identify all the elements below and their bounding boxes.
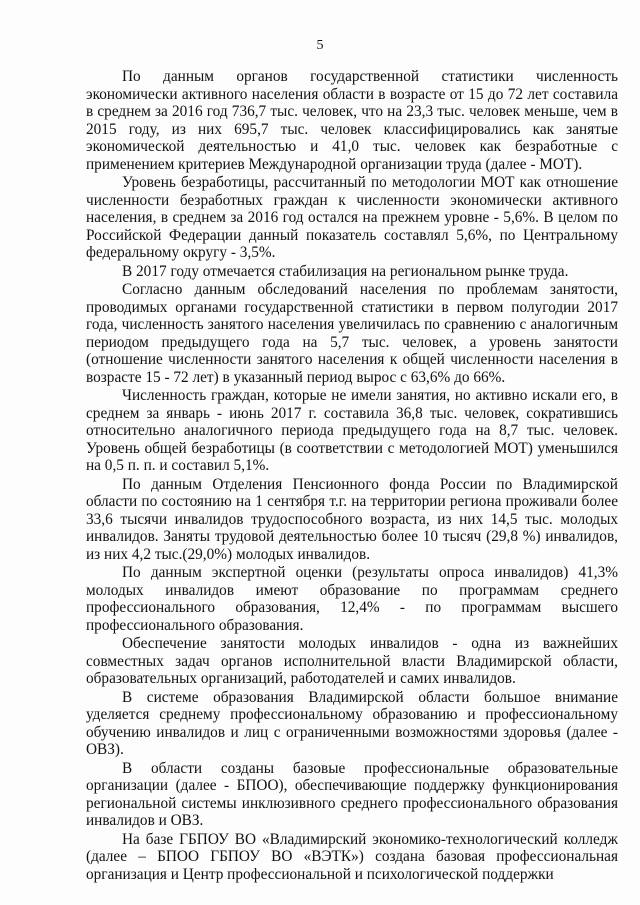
- body-text: [86, 68, 618, 883]
- paragraph-economically-active-population: По данным органов государственной статистики численность экономически активного населения области в возрасте от 15 до 72 лет составила в среднем за 2016 год 736,7 тыс. человек, что на 23,3 тыс. человек меньше, чем в 2015 году, из них 695,7 тыс. человек классифицировались как занятые экономической деятельностью и 41,0 тыс. человек как безработные с применением критериев Международной организации труда (далее - МОТ).: [86, 68, 618, 173]
- paragraph-labour-market-2017: В 2017 году отмечается стабилизация на региональном рынке труда.: [122, 262, 569, 280]
- paragraph-base-organizations: В области созданы базовые профессиональные образовательные организации (далее - БПОО), обеспечивающие поддержку функционирования региональной системы инклюзивного среднего профессионального образования инвалидов и ОВЗ.: [86, 759, 618, 829]
- paragraph-employment-of-young-disabled: Обеспечение занятости молодых инвалидов - одна из важнейших совместных задач органов исполнительной власти Владимирской области, образовательных организаций, работодателей и самих инвалидов.: [86, 635, 618, 687]
- paragraph-jobseekers: Численность граждан, которые не имели занятия, но активно искали его, в среднем за январь - июнь 2017 г. составила 36,8 тыс. человек, сократившись относительно аналогичного периода предыдущего года на 8,7 тыс. человек. Уровень общей безработицы (в соответствии с методологией МОТ) уменьшился на 0,5 п. п. и составил 5,1%.: [86, 387, 618, 474]
- page-number: 5: [316, 38, 324, 53]
- paragraph-unemployment-rate: Уровень безработицы, рассчитанный по методологии МОТ как отношение численности безработных граждан к численности экономически активного населения, в среднем за 2016 год остался на прежнем уровне - 5,6%. В целом по Российской Федерации данный показатель составлял 5,6%, по Центральному федеральному округу - 3,5%.: [86, 174, 618, 261]
- paragraph-pension-fund-data: По данным Отделения Пенсионного фонда России по Владимирской области по состоянию на 1 сентября т.г. на территории региона проживали более 33,6 тысячи инвалидов трудоспособного возраста, из них 14,5 тыс. молодых инвалидов. Заняты трудовой деятельностью более 10 тысяч (29,8 %) инвалидов, из них 4,2 тыс.(29,0%) молодых инвалидов.: [86, 475, 618, 563]
- paragraph-employment-survey: Согласно данным обследований населения по проблемам занятости, проводимых органами государственной статистики в первом полугодии 2017 года, численность занятого населения увеличилась по сравнению с аналогичным периодом предыдущего года на 5,7 тыс. человек, а уровень занятости (отношение численности занятого населения к общей численности населения в возрасте 15 - 72 лет) в указанный период вырос с 63,6% до 66%.: [86, 281, 618, 386]
- paragraph-vetk-college: На базе ГБПОУ ВО «Владимирский экономико-технологический колледж (далее – БПОО ГБПОУ ВО «ВЭТК») создана базовая профессиональная организация и Центр профессиональной и психологической поддержки: [86, 830, 618, 883]
- paragraph-education-system: В системе образования Владимирской области большое внимание уделяется среднему профессиональному образованию и профессиональному обучению инвалидов и лиц с ограниченными возможностями здоровья (далее - ОВЗ).: [86, 688, 618, 758]
- paragraph-expert-estimate: По данным экспертной оценки (результаты опроса инвалидов) 41,3% молодых инвалидов имеют образование по программам среднего профессионального образования, 12,4% - по программам высшего профессионального образования.: [86, 564, 618, 634]
